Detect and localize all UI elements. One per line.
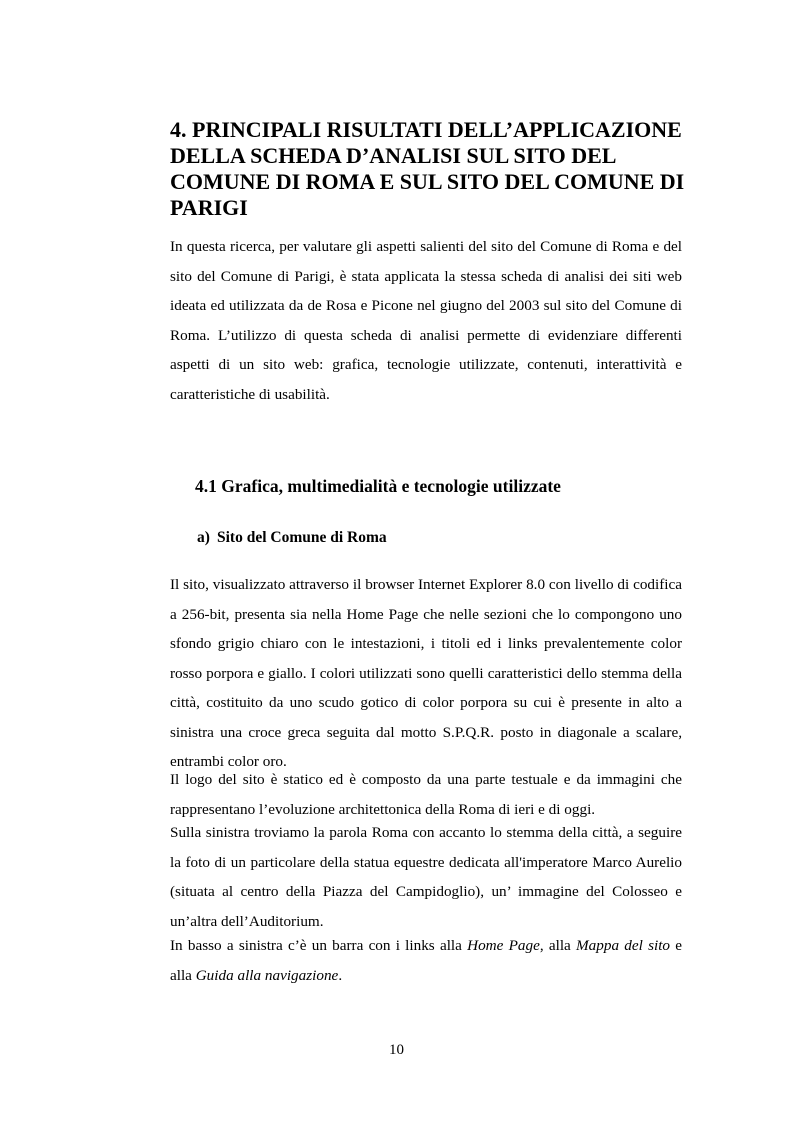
- body-text-segment: In basso a sinistra c’è un barra con i links alla: [170, 937, 468, 954]
- section-title: 4.1 Grafica, multimedialità e tecnologie utilizzate: [195, 476, 561, 496]
- body-paragraph-1: Il sito, visualizzato attraverso il browser Internet Explorer 8.0 con livello di codifica a 256-bit, presenta sia nella Home Page che nelle sezioni che lo compongono uno sfondo grigio chiaro con le intestazioni, i titoli ed i links prevalentemente color rosso porpora e giallo. I colori utilizzati sono quelli caratteristici dello stemma della città, costituito da uno scudo gotico di color porpora su cui è presente in alto a sinistra una croce greca seguita dal motto S.P.Q.R. posto in diagonale a scalare, entrambi color oro.: [170, 576, 682, 770]
- body-paragraph-2: Il logo del sito è statico ed è composto da una parte testuale e da immagini che rappresentano l’evoluzione architettonica della Roma di ieri e di oggi.: [170, 771, 682, 818]
- body-paragraph-4: [170, 931, 682, 990]
- page-number: 10: [389, 1042, 404, 1058]
- chapter-title: 4. PRINCIPALI RISULTATI DELL’APPLICAZIONE DELLA SCHEDA D’ANALISI SUL SITO DEL COMUNE DI ROMA E SUL SITO DEL COMUNE DI PARIGI: [170, 117, 685, 220]
- subsection-title: [197, 526, 387, 550]
- intro-paragraph: In questa ricerca, per valutare gli aspetti salienti del sito del Comune di Roma e del sito del Comune di Parigi, è stata applicata la stessa scheda di analisi dei siti web ideata ed utilizzata da de Rosa e Picone nel giugno del 2003 sul sito del Comune di Roma. L’utilizzo di questa scheda di analisi permette di evidenziare differenti aspetti di un sito web: grafica, tecnologie utilizzate, contenuti, interattività e caratteristiche di usabilità.: [170, 238, 682, 403]
- body-text-segment: .: [338, 966, 343, 984]
- navigation-guide-reference: Guida alla navigazione: [195, 966, 339, 984]
- body-text-segment: e alla: [170, 937, 682, 984]
- site-map-reference: Mappa del sito: [576, 937, 671, 954]
- body-paragraph-3: Sulla sinistra troviamo la parola Roma con accanto lo stemma della città, a seguire la foto di un particolare della statua equestre dedicata all'imperatore Marco Aurelio (situata al centro della Piazza del Campidoglio), un’ immagine del Colosseo e un’altra dell’Auditorium.: [170, 824, 682, 930]
- subsection-label: Sito del Comune di Roma: [217, 529, 387, 546]
- body-text-segment: , alla: [539, 937, 577, 954]
- subsection-marker: a): [197, 529, 210, 546]
- home-page-reference: Home Page: [467, 937, 540, 954]
